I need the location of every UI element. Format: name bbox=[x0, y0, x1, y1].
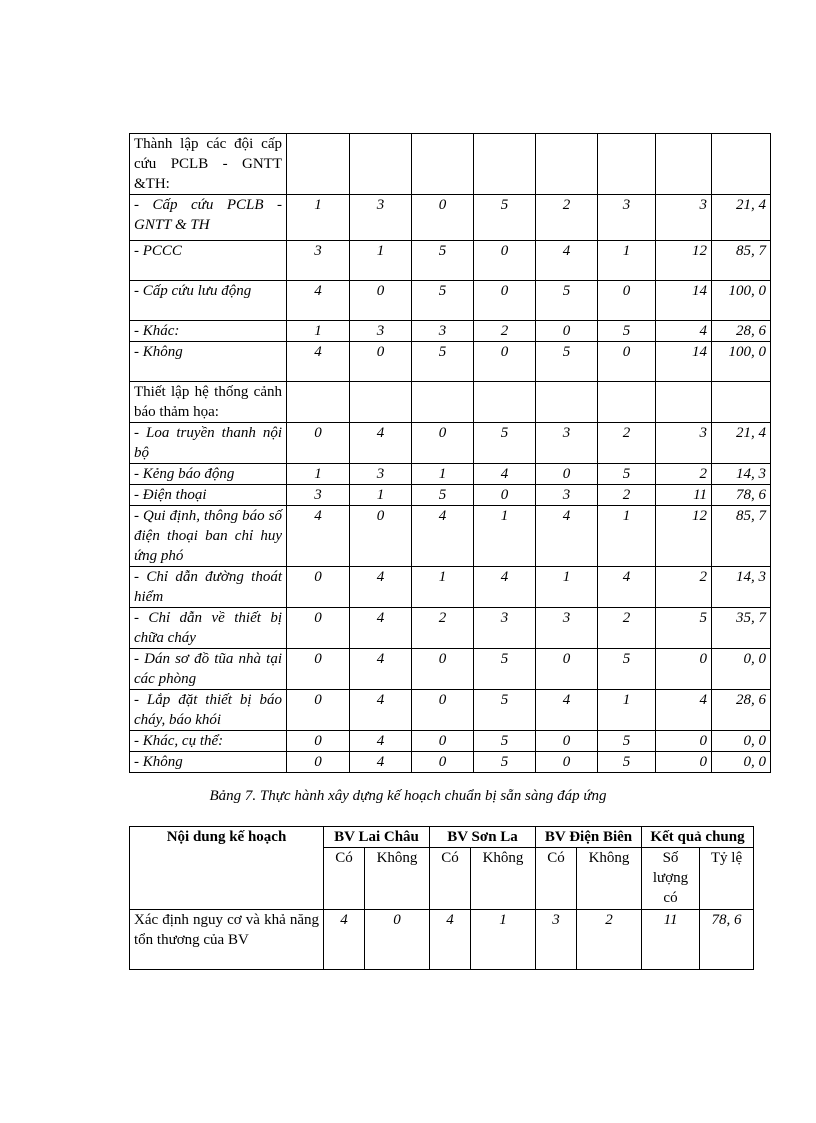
row-value: 4 bbox=[412, 506, 474, 567]
row-value: 4 bbox=[656, 321, 712, 342]
row-value: 1 bbox=[287, 321, 350, 342]
row-value bbox=[412, 382, 474, 423]
row-value: 85, 7 bbox=[712, 506, 771, 567]
row-value: 35, 7 bbox=[712, 608, 771, 649]
table-row bbox=[130, 281, 771, 321]
row-value: 0 bbox=[287, 567, 350, 608]
row-value bbox=[712, 134, 771, 195]
row-value: 4 bbox=[287, 281, 350, 321]
row-value: 4 bbox=[324, 910, 365, 970]
row-value: 5 bbox=[598, 464, 656, 485]
row-value: 12 bbox=[656, 241, 712, 281]
row-value: 0 bbox=[656, 731, 712, 752]
row-value bbox=[412, 134, 474, 195]
row-label: - Khác: bbox=[130, 321, 287, 342]
row-value: 4 bbox=[350, 731, 412, 752]
row-label: Xác định nguy cơ và khả năng tổn thương của BV bbox=[130, 910, 324, 970]
row-value: 100, 0 bbox=[712, 281, 771, 321]
row-value: 0, 0 bbox=[712, 649, 771, 690]
row-value: 4 bbox=[430, 910, 471, 970]
row-value: 100, 0 bbox=[712, 342, 771, 382]
row-value: 5 bbox=[412, 485, 474, 506]
row-value: 2 bbox=[474, 321, 536, 342]
row-value: 3 bbox=[656, 423, 712, 464]
row-value: 1 bbox=[350, 485, 412, 506]
row-value bbox=[536, 382, 598, 423]
row-value: 2 bbox=[536, 195, 598, 241]
row-value: 4 bbox=[474, 567, 536, 608]
row-value: 28, 6 bbox=[712, 690, 771, 731]
table-row bbox=[130, 485, 771, 506]
row-value: 0 bbox=[287, 649, 350, 690]
table-header-row bbox=[130, 827, 754, 848]
row-label: - Điện thoại bbox=[130, 485, 287, 506]
table-row bbox=[130, 342, 771, 382]
subheader-cell: Có bbox=[430, 848, 471, 910]
row-value: 11 bbox=[642, 910, 700, 970]
row-value: 0 bbox=[656, 752, 712, 773]
row-value: 2 bbox=[577, 910, 642, 970]
row-value bbox=[474, 134, 536, 195]
section-header-row bbox=[130, 382, 771, 423]
row-value: 0, 0 bbox=[712, 752, 771, 773]
row-label: - Loa truyền thanh nội bộ bbox=[130, 423, 287, 464]
row-value bbox=[598, 134, 656, 195]
row-label: - Qui định, thông báo số điện thoại ban chỉ huy ứng phó bbox=[130, 506, 287, 567]
row-value: 14 bbox=[656, 281, 712, 321]
row-value: 0 bbox=[474, 342, 536, 382]
row-value: 3 bbox=[350, 195, 412, 241]
row-value: 0 bbox=[412, 752, 474, 773]
row-value: 0 bbox=[598, 342, 656, 382]
row-value: 0 bbox=[365, 910, 430, 970]
row-value: 5 bbox=[474, 423, 536, 464]
subheader-cell: Số lượng có bbox=[642, 848, 700, 910]
subheader-cell: Tỷ lệ bbox=[700, 848, 754, 910]
table-row bbox=[130, 195, 771, 241]
row-value: 0 bbox=[287, 752, 350, 773]
row-value: 12 bbox=[656, 506, 712, 567]
row-value bbox=[287, 382, 350, 423]
table-row bbox=[130, 910, 754, 970]
row-value: 5 bbox=[536, 342, 598, 382]
row-value: 0 bbox=[350, 281, 412, 321]
row-value: 85, 7 bbox=[712, 241, 771, 281]
row-value: 5 bbox=[598, 752, 656, 773]
row-value bbox=[656, 134, 712, 195]
row-value: 5 bbox=[536, 281, 598, 321]
row-value: 0 bbox=[598, 281, 656, 321]
row-label: - Không bbox=[130, 342, 287, 382]
row-value: 4 bbox=[287, 342, 350, 382]
header-ket-qua-chung: Kết quả chung bbox=[642, 827, 754, 848]
row-label: - Cấp cứu PCLB - GNTT & TH bbox=[130, 195, 287, 241]
row-label: - Chỉ dẫn về thiết bị chữa cháy bbox=[130, 608, 287, 649]
subheader-cell: Không bbox=[365, 848, 430, 910]
row-value: 0 bbox=[536, 731, 598, 752]
row-value: 4 bbox=[536, 241, 598, 281]
row-value: 4 bbox=[287, 506, 350, 567]
row-value: 1 bbox=[598, 506, 656, 567]
row-label: Thành lập các đội cấp cứu PCLB - GNTT &TH: bbox=[130, 134, 287, 195]
row-value: 3 bbox=[536, 485, 598, 506]
row-value: 5 bbox=[412, 241, 474, 281]
row-label: - Khác, cụ thể: bbox=[130, 731, 287, 752]
row-value: 4 bbox=[474, 464, 536, 485]
row-value: 4 bbox=[350, 690, 412, 731]
header-bv-son-la: BV Sơn La bbox=[430, 827, 536, 848]
row-value: 28, 6 bbox=[712, 321, 771, 342]
row-value: 5 bbox=[598, 649, 656, 690]
row-value: 0 bbox=[287, 690, 350, 731]
row-label: - Lắp đặt thiết bị báo cháy, báo khói bbox=[130, 690, 287, 731]
row-value: 0 bbox=[536, 752, 598, 773]
header-bv-lai-chau: BV Lai Châu bbox=[324, 827, 430, 848]
row-value: 4 bbox=[536, 690, 598, 731]
row-value: 3 bbox=[412, 321, 474, 342]
row-value: 2 bbox=[598, 423, 656, 464]
row-value: 0 bbox=[474, 485, 536, 506]
row-value: 0 bbox=[412, 690, 474, 731]
row-value: 1 bbox=[536, 567, 598, 608]
row-value bbox=[350, 134, 412, 195]
row-value: 4 bbox=[350, 649, 412, 690]
row-value bbox=[598, 382, 656, 423]
header-bv-dien-bien: BV Điện Biên bbox=[536, 827, 642, 848]
row-value bbox=[474, 382, 536, 423]
row-value: 0 bbox=[412, 195, 474, 241]
row-value: 5 bbox=[474, 731, 536, 752]
row-value bbox=[536, 134, 598, 195]
row-value: 5 bbox=[412, 342, 474, 382]
row-value: 0 bbox=[287, 731, 350, 752]
table-bv-preparedness-part1 bbox=[129, 133, 771, 773]
row-value: 14, 3 bbox=[712, 567, 771, 608]
table-caption: Bảng 7. Thực hành xây dựng kế hoạch chuẩn bị sẵn sàng đáp ứng bbox=[209, 788, 607, 804]
row-value: 3 bbox=[287, 485, 350, 506]
row-value: 11 bbox=[656, 485, 712, 506]
row-value: 14 bbox=[656, 342, 712, 382]
subheader-cell: Có bbox=[324, 848, 365, 910]
row-value: 14, 3 bbox=[712, 464, 771, 485]
row-value bbox=[656, 382, 712, 423]
row-value: 2 bbox=[598, 608, 656, 649]
row-value: 2 bbox=[656, 567, 712, 608]
row-value: 0 bbox=[656, 649, 712, 690]
table-row bbox=[130, 567, 771, 608]
table-row bbox=[130, 241, 771, 281]
row-label: - Cấp cứu lưu động bbox=[130, 281, 287, 321]
row-value: 5 bbox=[474, 752, 536, 773]
row-value: 0 bbox=[350, 342, 412, 382]
row-label: - Chỉ dẫn đường thoát hiểm bbox=[130, 567, 287, 608]
row-value: 4 bbox=[350, 752, 412, 773]
row-value: 1 bbox=[474, 506, 536, 567]
row-value: 2 bbox=[598, 485, 656, 506]
subheader-cell: Có bbox=[536, 848, 577, 910]
row-value: 4 bbox=[536, 506, 598, 567]
row-value: 5 bbox=[598, 731, 656, 752]
row-value: 0 bbox=[412, 423, 474, 464]
row-value: 5 bbox=[474, 649, 536, 690]
row-label: - Dán sơ đồ tũa nhà tại các phòng bbox=[130, 649, 287, 690]
row-value: 3 bbox=[350, 464, 412, 485]
section-header-row bbox=[130, 134, 771, 195]
row-value: 0 bbox=[287, 423, 350, 464]
row-value: 5 bbox=[474, 195, 536, 241]
row-value: 2 bbox=[656, 464, 712, 485]
row-value: 3 bbox=[287, 241, 350, 281]
row-value: 0 bbox=[474, 241, 536, 281]
row-value: 3 bbox=[536, 608, 598, 649]
header-content: Nội dung kế hoạch bbox=[130, 827, 324, 910]
table-row bbox=[130, 690, 771, 731]
table-row bbox=[130, 321, 771, 342]
row-value: 3 bbox=[474, 608, 536, 649]
row-value: 3 bbox=[350, 321, 412, 342]
row-value: 0 bbox=[412, 649, 474, 690]
row-value: 4 bbox=[350, 608, 412, 649]
row-value: 1 bbox=[598, 241, 656, 281]
row-label: - Không bbox=[130, 752, 287, 773]
row-value: 0 bbox=[536, 464, 598, 485]
row-value: 1 bbox=[350, 241, 412, 281]
table-row bbox=[130, 752, 771, 773]
row-value: 1 bbox=[412, 464, 474, 485]
row-value: 1 bbox=[471, 910, 536, 970]
table-plan-practice bbox=[129, 826, 754, 970]
row-value: 4 bbox=[350, 567, 412, 608]
row-value: 3 bbox=[536, 910, 577, 970]
row-value: 5 bbox=[412, 281, 474, 321]
row-value: 0 bbox=[412, 731, 474, 752]
row-value: 3 bbox=[656, 195, 712, 241]
row-value: 78, 6 bbox=[700, 910, 754, 970]
row-value: 4 bbox=[350, 423, 412, 464]
row-value: 5 bbox=[474, 690, 536, 731]
row-label: - PCCC bbox=[130, 241, 287, 281]
row-value: 21, 4 bbox=[712, 423, 771, 464]
row-value: 0 bbox=[536, 649, 598, 690]
table-row bbox=[130, 506, 771, 567]
row-value: 4 bbox=[598, 567, 656, 608]
row-value: 1 bbox=[598, 690, 656, 731]
row-value: 5 bbox=[598, 321, 656, 342]
row-value bbox=[712, 382, 771, 423]
table-row bbox=[130, 649, 771, 690]
row-value: 0 bbox=[474, 281, 536, 321]
row-label: - Kẻng báo động bbox=[130, 464, 287, 485]
row-value: 0 bbox=[287, 608, 350, 649]
row-value: 1 bbox=[287, 195, 350, 241]
row-value: 78, 6 bbox=[712, 485, 771, 506]
row-value: 3 bbox=[598, 195, 656, 241]
row-label: Thiết lập hệ thống cảnh báo thảm họa: bbox=[130, 382, 287, 423]
subheader-cell: Không bbox=[471, 848, 536, 910]
row-value: 0 bbox=[536, 321, 598, 342]
row-value: 21, 4 bbox=[712, 195, 771, 241]
table-row bbox=[130, 731, 771, 752]
row-value: 0, 0 bbox=[712, 731, 771, 752]
row-value: 5 bbox=[656, 608, 712, 649]
table-row bbox=[130, 464, 771, 485]
row-value: 0 bbox=[350, 506, 412, 567]
row-value: 3 bbox=[536, 423, 598, 464]
row-value: 2 bbox=[412, 608, 474, 649]
row-value bbox=[350, 382, 412, 423]
row-value bbox=[287, 134, 350, 195]
row-value: 1 bbox=[287, 464, 350, 485]
row-value: 1 bbox=[412, 567, 474, 608]
row-value: 4 bbox=[656, 690, 712, 731]
table-row bbox=[130, 608, 771, 649]
subheader-cell: Không bbox=[577, 848, 642, 910]
table-row bbox=[130, 423, 771, 464]
